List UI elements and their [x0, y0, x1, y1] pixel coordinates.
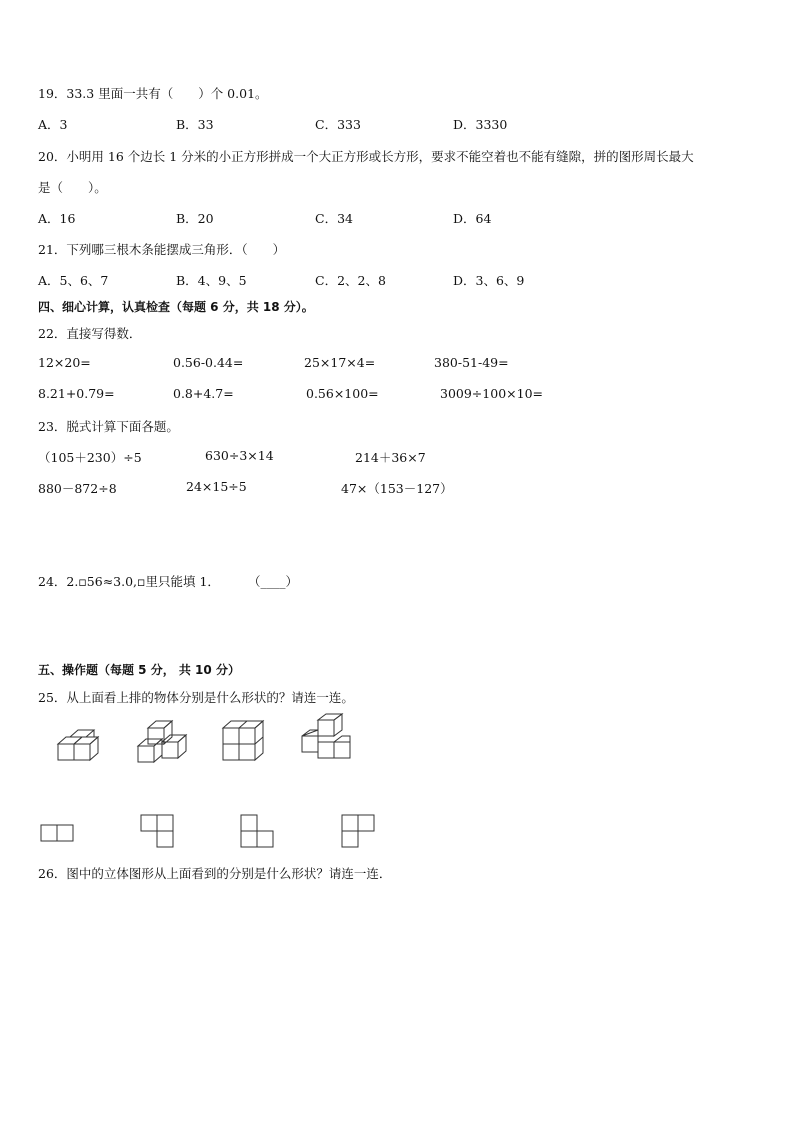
q24-stem: 24．2.▫56≈3.0,▫里只能填 1． — [38, 574, 220, 589]
section-four-heading: 四、细心计算，认真检查（每题 6 分，共 18 分）。 — [38, 300, 314, 314]
q22-calc-1: 12×20= — [38, 355, 91, 370]
q22-stem: 22．直接写得数． — [38, 326, 142, 341]
q22-calc-4: 380-51-49= — [434, 355, 509, 370]
top-view-shape-1 — [40, 823, 76, 843]
q23-expr-5: 24×15÷5 — [186, 479, 247, 494]
top-view-shape-3 — [240, 814, 276, 850]
q19-stem: 19．33.3 里面一共有（ ）个 0.01。 — [38, 86, 268, 101]
top-view-shape-2 — [140, 814, 176, 850]
q23-expr-4: 880－872÷8 — [38, 481, 117, 496]
q20-option-c: C．34 — [315, 211, 353, 226]
solid-figure-4 — [300, 712, 356, 768]
q24-answer-blank[interactable]: （____） — [248, 574, 299, 589]
q23-expr-1: （105＋230）÷5 — [38, 450, 142, 465]
q22-calc-3: 25×17×4= — [304, 355, 376, 370]
q22-calc-7: 0.56×100= — [306, 386, 379, 401]
q22-calc-5: 8.21+0.79= — [38, 386, 115, 401]
q23-expr-3: 214＋36×7 — [355, 450, 426, 465]
q19-option-a: A．3 — [38, 117, 68, 132]
section-five-heading: 五、操作题（每题 5 分， 共 10 分） — [38, 663, 240, 677]
q20-option-a: A．16 — [38, 211, 76, 226]
q19-option-d: D．3330 — [453, 117, 508, 132]
q26-stem: 26．图中的立体图形从上面看到的分别是什么形状？请连一连． — [38, 866, 392, 881]
q22-calc-2: 0.56-0.44= — [173, 355, 244, 370]
solid-figure-1 — [56, 728, 104, 764]
q25-stem: 25．从上面看上排的物体分别是什么形状的？请连一连。 — [38, 690, 354, 705]
q19-option-b: B．33 — [176, 117, 214, 132]
q23-expr-2: 630÷3×14 — [205, 448, 274, 463]
q21-option-b: B．4、9、5 — [176, 273, 247, 288]
q21-option-a: A．5、6、7 — [38, 273, 109, 288]
q23-expr-6: 47×（153－127） — [341, 481, 453, 496]
q21-option-c: C．2、2、8 — [315, 273, 386, 288]
q20-stem-line2: 是（ ）。 — [38, 180, 107, 195]
q20-option-b: B．20 — [176, 211, 214, 226]
q22-calc-8: 3009÷100×10= — [440, 386, 543, 401]
solid-figure-3 — [221, 718, 269, 766]
q19-option-c: C．333 — [315, 117, 361, 132]
q23-stem: 23．脱式计算下面各题。 — [38, 419, 179, 434]
top-view-shape-4 — [341, 814, 377, 850]
solid-figure-2 — [136, 716, 188, 768]
q22-calc-6: 0.8+4.7= — [173, 386, 234, 401]
q21-option-d: D．3、6、9 — [453, 273, 525, 288]
q20-stem-line1: 20．小明用 16 个边长 1 分米的小正方形拼成一个大正方形或长方形，要求不能空着也不能有缝隙，拼的图形周长最大 — [38, 149, 694, 164]
q21-stem: 21．下列哪三根木条能摆成三角形．（ ） — [38, 242, 286, 257]
q20-option-d: D．64 — [453, 211, 492, 226]
